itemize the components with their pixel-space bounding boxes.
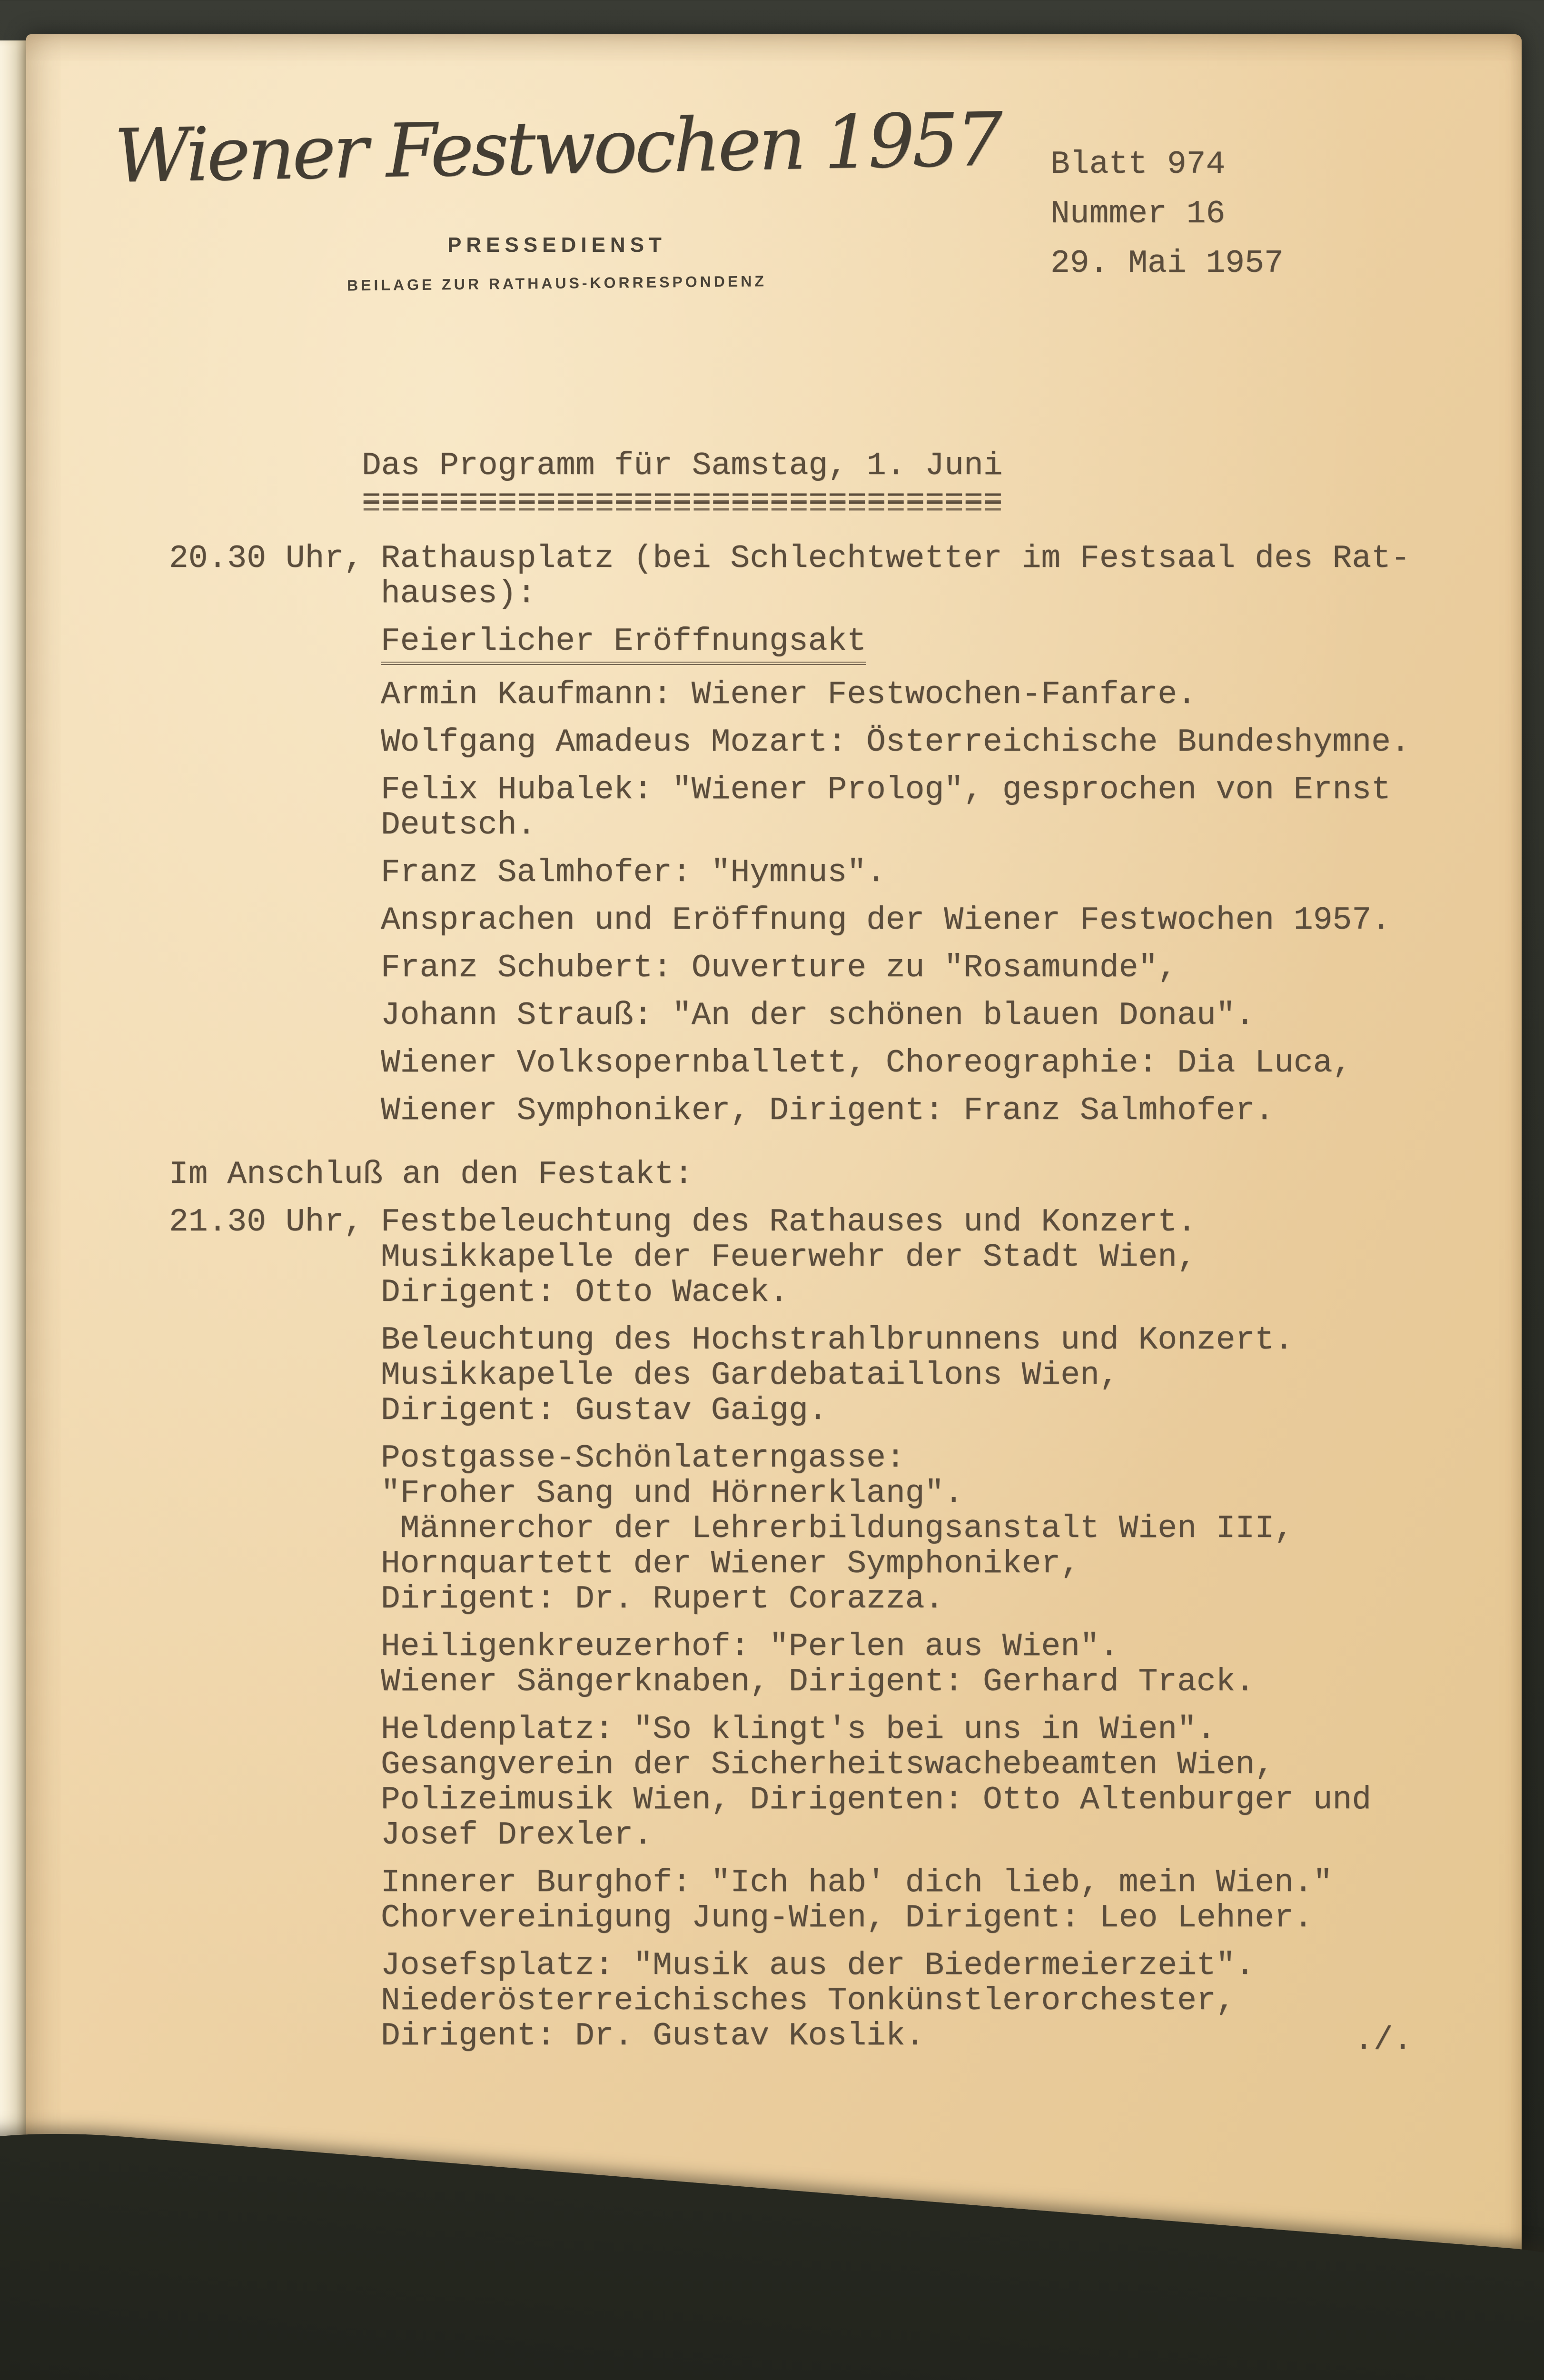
program-line: Heldenplatz: "So klingt's bei uns in Wien". bbox=[381, 1711, 1216, 1748]
program-entry bbox=[381, 1948, 1522, 2054]
under-page-edge bbox=[0, 40, 28, 2149]
program-entry bbox=[381, 541, 1522, 612]
issue-number: Nummer 16 bbox=[1050, 196, 1226, 232]
program-line: Hornquartett der Wiener Symphoniker, bbox=[381, 1546, 1080, 1582]
issue-sheet-number: Blatt 974 bbox=[1050, 146, 1226, 183]
masthead-subtitle-pressedienst: PRESSEDIENST bbox=[447, 233, 666, 257]
program-entry bbox=[381, 1865, 1522, 1936]
program-title: Das Programm für Samstag, 1. Juni bbox=[362, 447, 1003, 484]
program-entry bbox=[381, 773, 1522, 843]
program-entry bbox=[381, 725, 1522, 760]
program-entry bbox=[381, 998, 1522, 1033]
program-line: Gesangverein der Sicherheitswachebeamten Wien, bbox=[381, 1746, 1275, 1783]
program-entry bbox=[381, 903, 1522, 938]
program-line: Musikkapelle der Feuerwehr der Stadt Wien, bbox=[381, 1239, 1197, 1276]
program-line: Männerchor der Lehrerbildungsanstalt Wien III, bbox=[381, 1510, 1294, 1547]
program-entry bbox=[381, 1441, 1522, 1617]
masthead-subtitle-beilage: BEILAGE ZUR RATHAUS-KORRESPONDENZ bbox=[346, 272, 767, 294]
schedule-entries bbox=[381, 1205, 1522, 2054]
program-line: Dirigent: Dr. Rupert Corazza. bbox=[381, 1581, 944, 1617]
time-label: 21.30 Uhr, bbox=[169, 1204, 364, 1240]
program-line: Chorvereinigung Jung-Wien, Dirigent: Leo Lehner. bbox=[381, 1900, 1313, 1936]
program-line: Deutsch. bbox=[381, 807, 536, 843]
program-line: Dirigent: Dr. Gustav Koslik. bbox=[381, 2018, 925, 2054]
program-line: Wolfgang Amadeus Mozart: Österreichische Bundeshymne. bbox=[381, 724, 1410, 761]
program-entry bbox=[381, 677, 1522, 713]
program-line: Ansprachen und Eröffnung der Wiener Festwochen 1957. bbox=[381, 902, 1391, 939]
program-line: Beleuchtung des Hochstrahlbrunnens und Konzert. bbox=[381, 1322, 1294, 1359]
time-label: 20.30 Uhr, bbox=[169, 540, 364, 577]
program-title-rule: ================================= bbox=[362, 483, 1003, 519]
program-line: Felix Hubalek: "Wiener Prolog", gesprochen von Ernst bbox=[381, 772, 1391, 808]
program-line: "Froher Sang und Hörnerklang". bbox=[381, 1475, 964, 1512]
program-line: Franz Schubert: Ouverture zu "Rosamunde", bbox=[381, 950, 1178, 986]
masthead-script-title: Wiener Festwochen 1957 bbox=[113, 96, 1001, 199]
program-line: Heiligenkreuzerhof: "Perlen aus Wien". bbox=[381, 1628, 1119, 1665]
continuation-mark: ./. bbox=[1354, 2022, 1413, 2059]
program-entry bbox=[381, 951, 1522, 986]
program-entry bbox=[381, 1046, 1522, 1081]
program-line: Festbeleuchtung des Rathauses und Konzert. bbox=[381, 1204, 1197, 1240]
program-line: Wiener Symphoniker, Dirigent: Franz Salmhofer. bbox=[381, 1092, 1275, 1129]
program-line bbox=[381, 624, 1522, 665]
program-entry bbox=[381, 1323, 1522, 1428]
program-entry bbox=[381, 1629, 1522, 1700]
schedule-section bbox=[26, 541, 1522, 1129]
program-heading bbox=[362, 448, 1003, 519]
schedule-section bbox=[26, 1205, 1522, 2054]
issue-date: 29. Mai 1957 bbox=[1050, 245, 1284, 282]
document-page bbox=[26, 34, 1522, 2314]
program-line: Johann Strauß: "An der schönen blauen Donau". bbox=[381, 997, 1255, 1034]
program-line: Wiener Sängerknaben, Dirigent: Gerhard Track. bbox=[381, 1664, 1255, 1700]
program-line: Niederösterreichisches Tonkünstlerorchester, bbox=[381, 1983, 1236, 2019]
interlude-line: Im Anschluß an den Festakt: bbox=[169, 1156, 693, 1193]
program-line: Franz Salmhofer: "Hymnus". bbox=[381, 854, 886, 891]
program-entry bbox=[381, 1093, 1522, 1129]
program-line: Postgasse-Schönlaterngasse: bbox=[381, 1440, 905, 1477]
program-line: Josefsplatz: "Musik aus der Biedermeierzeit". bbox=[381, 1947, 1255, 1984]
program-line: Polizeimusik Wien, Dirigenten: Otto Altenburger und bbox=[381, 1782, 1372, 1818]
program-entry bbox=[381, 1712, 1522, 1853]
program-line: Musikkapelle des Gardebataillons Wien, bbox=[381, 1357, 1119, 1394]
program-line: Dirigent: Otto Wacek. bbox=[381, 1274, 789, 1311]
schedule-entries bbox=[381, 541, 1522, 1129]
issue-meta-block bbox=[1050, 140, 1284, 288]
program-line: Josef Drexler. bbox=[381, 1817, 653, 1854]
program-entry bbox=[381, 624, 1522, 665]
program-line: Rathausplatz (bei Schlechtwetter im Festsaal des Rat- bbox=[381, 540, 1410, 577]
program-line: Innerer Burghof: "Ich hab' dich lieb, mein Wien." bbox=[381, 1864, 1333, 1901]
program-line: hauses): bbox=[381, 575, 536, 612]
program-line: Dirigent: Gustav Gaigg. bbox=[381, 1392, 828, 1429]
program-line: Wiener Volksopernballett, Choreographie: Dia Luca, bbox=[381, 1045, 1352, 1081]
program-entry bbox=[381, 855, 1522, 891]
program-line: Armin Kaufmann: Wiener Festwochen-Fanfare. bbox=[381, 676, 1197, 713]
underlined-heading: Feierlicher Eröffnungsakt bbox=[381, 624, 866, 665]
program-entry bbox=[381, 1205, 1522, 1310]
schedule bbox=[26, 541, 1522, 2066]
